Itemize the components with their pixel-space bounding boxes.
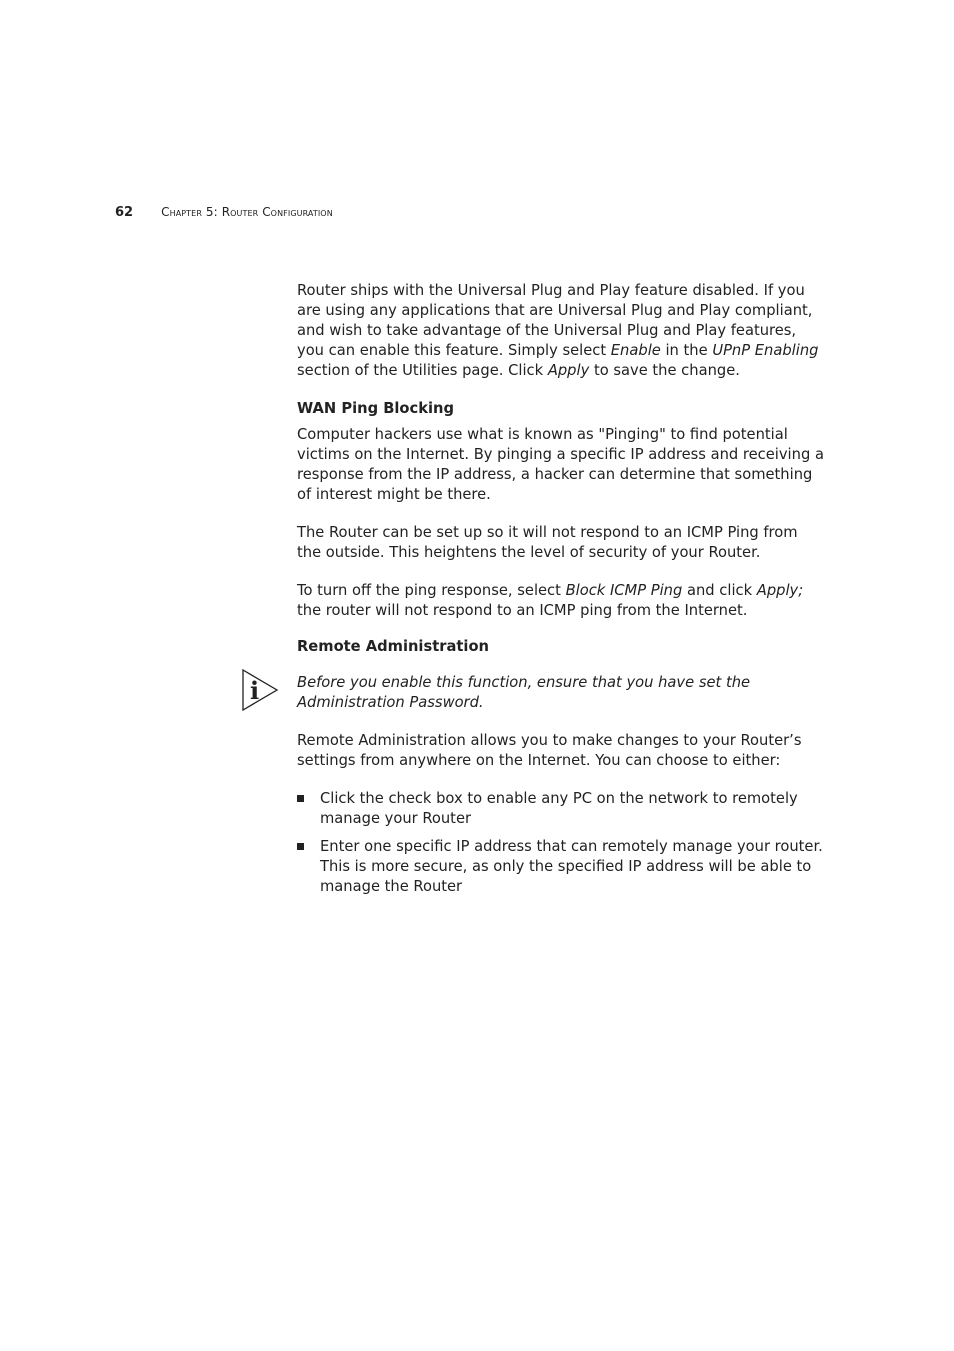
remote-admin-options <box>297 789 825 897</box>
wan-ping-paragraph-1: Computer hackers use what is known as "Pinging" to find potential victims on the Internet. By pinging a specific IP address and receiving a response from the IP address, a hacker can determine that something of interest might be there. <box>297 426 824 503</box>
note-text: Before you enable this function, ensure that you have set the Administration Password. <box>297 674 751 711</box>
upnp-text-1: Router ships with the Universal Plug and Play feature disabled. If you are using any applications that are Universal Plug and Play compliant, and wish to take advantage of the Universal Plug and Play features, you can enable this feature. Simply select <box>297 282 813 359</box>
bullet-text: Enter one specific IP address that can remotely manage your router. This is more secure, as only the specified IP address will be able to manage the Router <box>320 838 823 895</box>
wan-ping-text-1: To turn off the ping response, select <box>297 582 566 599</box>
info-icon <box>241 668 281 712</box>
bullet-text: Click the check box to enable any PC on the network to remotely manage your Router <box>320 790 798 827</box>
upnp-paragraph <box>297 281 825 381</box>
wan-ping-paragraph-3 <box>297 581 825 621</box>
upnp-apply-term: Apply <box>547 362 590 379</box>
running-header <box>115 205 333 220</box>
list-item <box>297 837 825 897</box>
svg-text:i: i <box>250 676 260 705</box>
bullet-square-icon <box>297 795 304 802</box>
wan-ping-text-2: and click <box>682 582 757 599</box>
block-icmp-term: Block ICMP Ping <box>565 582 683 599</box>
remote-admin-heading: Remote Administration <box>297 638 489 655</box>
upnp-enabling-term: UPnP Enabling <box>712 342 819 359</box>
upnp-text-3: section of the Utilities page. Click <box>297 362 548 379</box>
list-item <box>297 789 825 829</box>
upnp-text-2: in the <box>660 342 713 359</box>
info-note <box>250 673 825 713</box>
remote-admin-paragraph: Remote Administration allows you to make changes to your Router’s settings from anywhere on the Internet. You can choose to either: <box>297 732 802 769</box>
upnp-text-4: to save the change. <box>589 362 740 379</box>
main-content <box>250 281 825 905</box>
apply-term: Apply; <box>756 582 804 599</box>
chapter-title: Chapter 5: Router Configuration <box>161 205 333 219</box>
upnp-enable-term: Enable <box>610 342 661 359</box>
bullet-square-icon <box>297 843 304 850</box>
wan-ping-heading: WAN Ping Blocking <box>297 400 454 417</box>
page-number: 62 <box>115 205 134 220</box>
wan-ping-text-3: the router will not respond to an ICMP ping from the Internet. <box>297 602 748 619</box>
wan-ping-paragraph-2: The Router can be set up so it will not respond to an ICMP Ping from the outside. This heightens the level of security of your Router. <box>297 524 798 561</box>
